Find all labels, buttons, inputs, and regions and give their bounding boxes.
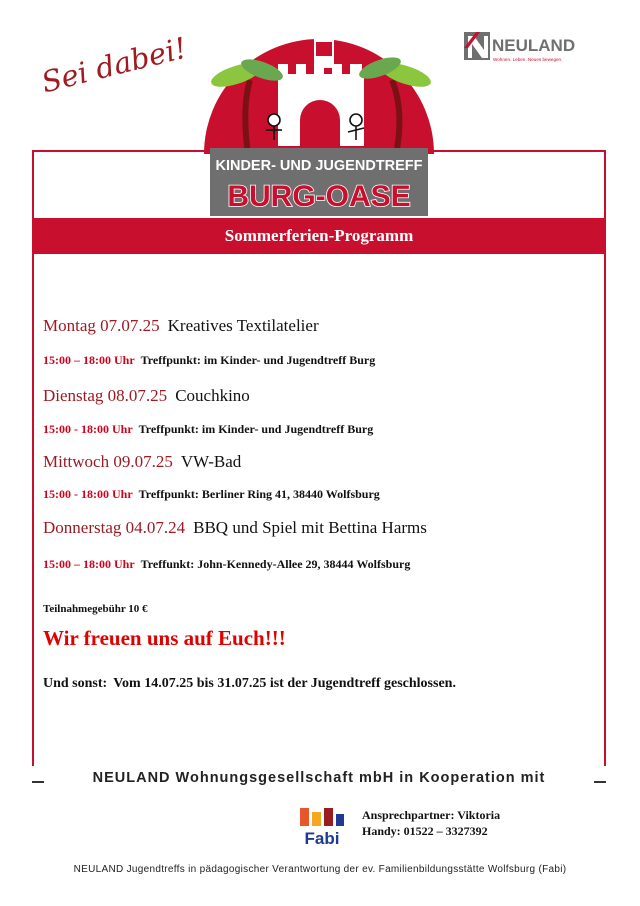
- burg-oase-logo: [196, 20, 442, 222]
- fabi-wordmark: Fabi: [304, 829, 340, 846]
- closing-prefix: Und sonst:: [43, 676, 108, 691]
- contact-phone: Handy: 01522 – 3327392: [362, 824, 488, 838]
- day-title: Couchkino: [175, 386, 250, 405]
- time-place: Treffpunkt: im Kinder- und Jugendtreff Burg: [140, 353, 376, 367]
- time-place: Treffpunkt: im Kinder- und Jugendtreff Burg: [138, 422, 374, 436]
- time-place: Treffpunkt: Berliner Ring 41, 38440 Wolfsburg: [138, 487, 380, 501]
- program-time: [43, 487, 380, 502]
- day-title: Kreatives Textilatelier: [167, 316, 319, 335]
- closing-notice: [43, 676, 456, 692]
- day-title: BBQ und Spiel mit Bettina Harms: [193, 518, 427, 537]
- logo-line2: BURG-OASE: [227, 180, 411, 213]
- tagline: Sei dabei!: [38, 30, 190, 100]
- day-date: Montag 07.07.25: [43, 316, 160, 335]
- day-date: Donnerstag 04.07.24: [43, 518, 186, 537]
- neuland-slogan: Wohnen. Leben. Neues bewegen.: [493, 57, 563, 62]
- program-time: [43, 353, 375, 368]
- neuland-logo: [462, 28, 612, 68]
- program-day: [43, 386, 250, 406]
- cooperation-text: NEULAND Wohnungsgesellschaft mbH in Kooperation mit: [92, 770, 546, 786]
- program-time: [43, 422, 373, 437]
- time-hours: 15:00 – 18:00 Uhr: [43, 353, 135, 367]
- day-date: Dienstag 08.07.25: [43, 386, 168, 405]
- contact-person: Ansprechpartner: Viktoria: [362, 808, 501, 822]
- welcome-message: Wir freuen uns auf Euch!!!: [43, 626, 286, 650]
- castle-flag-icon: [316, 42, 332, 56]
- program-day: [43, 518, 427, 538]
- day-date: Mittwoch 09.07.25: [43, 452, 173, 471]
- program-day: [43, 452, 241, 472]
- program-day: [43, 316, 319, 336]
- closing-text: Vom 14.07.25 bis 31.07.25 ist der Jugendtreff geschlossen.: [113, 676, 456, 691]
- footer-text: NEULAND Jugendtreffs in pädagogischer Verantwortung der ev. Familienbildungsstätte Wolfsburg (Fabi): [73, 864, 567, 875]
- day-title: VW-Bad: [180, 452, 242, 471]
- neuland-wordmark: NEULAND: [492, 36, 576, 55]
- participation-fee: Teilnahmegebühr 10 €: [43, 603, 148, 615]
- fabi-logo: [298, 806, 346, 846]
- time-place: Treffunkt: John-Kennedy-Allee 29, 38444 Wolfsburg: [140, 557, 411, 571]
- time-hours: 15:00 – 18:00 Uhr: [43, 557, 135, 571]
- castle-gate-icon: [300, 100, 340, 146]
- program-time: [43, 557, 410, 572]
- logo-line1: KINDER- UND JUGENDTREFF: [215, 158, 423, 174]
- family-figure-icon: [300, 808, 309, 826]
- program-banner: Sommerferien-Programm: [32, 218, 606, 254]
- time-hours: 15:00 - 18:00 Uhr: [43, 487, 133, 501]
- time-hours: 15:00 - 18:00 Uhr: [43, 422, 133, 436]
